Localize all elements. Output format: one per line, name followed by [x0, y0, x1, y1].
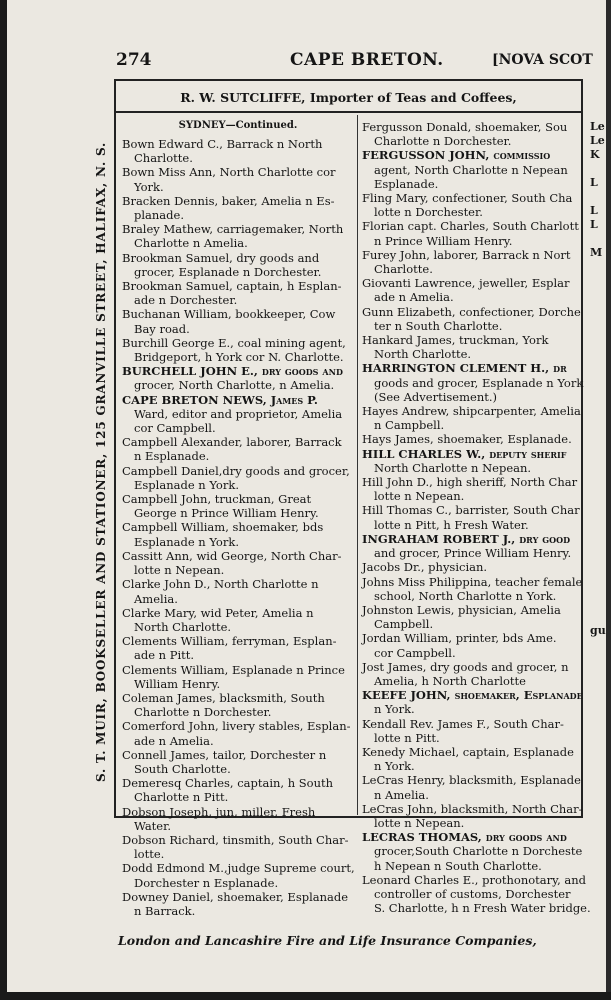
entry-name-line: Fling Mary, confectioner, South Cha	[362, 191, 573, 206]
margin-fragment: M	[590, 246, 603, 259]
entry-name-line: Furey John, laborer, Barrack n Nort	[362, 247, 571, 262]
entry-continuation-line: Ward, editor and proprietor, Amelia	[134, 406, 343, 421]
top-advertisement: R. W. SUTCLIFFE, Importer of Teas and Coffees,	[116, 83, 581, 113]
margin-fragment	[590, 400, 606, 414]
running-title: CAPE BRETON.	[290, 50, 444, 70]
entry-continuation-line: Bridgeport, h York cor N. Charlotte.	[134, 350, 344, 365]
running-title-right: [NOVA SCOT	[492, 52, 593, 68]
entry-name-line: CAPE BRETON NEWS, James P.	[122, 392, 318, 407]
entry-name-line: Campbell William, shoemaker, bds	[122, 520, 324, 535]
entry-continuation-line: grocer, Esplanade n Dorchester.	[134, 264, 322, 279]
margin-fragment	[590, 554, 606, 568]
directory-entry	[122, 549, 354, 577]
margin-fragment	[590, 498, 606, 512]
entry-name-line: Bown Miss Ann, North Charlotte cor	[122, 165, 336, 180]
directory-entry	[122, 691, 354, 719]
entry-continuation-line: S. Charlotte, h n Fresh Water bridge.	[374, 901, 591, 916]
margin-fragment	[590, 512, 606, 526]
entry-continuation-line: York.	[134, 179, 164, 194]
entry-continuation-line: Charlotte n Dorchester.	[374, 134, 512, 149]
directory-entry	[122, 748, 354, 776]
directory-entry	[122, 833, 354, 861]
directory-entry	[122, 776, 354, 804]
entry-continuation-line: grocer, North Charlotte, n Amelia.	[134, 378, 335, 393]
entry-name-line: HARRINGTON CLEMENT H., dr	[362, 361, 567, 376]
entry-continuation-line: George n Prince William Henry.	[134, 506, 319, 521]
entry-continuation-line: Dorchester n Esplanade.	[134, 875, 279, 890]
entry-continuation-line: Charlotte n Pitt.	[134, 790, 229, 805]
entry-continuation-line: Charlotte.	[374, 262, 433, 277]
margin-fragment	[590, 596, 606, 610]
entry-continuation-line: North Charlotte.	[374, 347, 472, 362]
directory-entry	[122, 577, 354, 605]
entry-continuation-line: lotte.	[134, 847, 165, 862]
directory-entry	[362, 688, 583, 717]
directory-entry	[362, 830, 583, 873]
entry-name-line: Hayes Andrew, shipcarpenter, Amelia	[362, 404, 581, 419]
bottom-advertisement: London and Lancashire Fire and Life Insurance Companies,	[118, 933, 537, 948]
entry-continuation-line: lotte n Nepean.	[134, 563, 225, 578]
entry-name-line: Gunn Elizabeth, confectioner, Dorche	[362, 304, 581, 319]
section-heading: SYDNEY—Continued.	[178, 120, 298, 131]
entry-name-line: Jordan William, printer, bds Ame.	[362, 631, 557, 646]
margin-fragment: L	[590, 218, 598, 231]
entry-name-line: Jacobs Dr., physician.	[362, 560, 488, 575]
margin-fragment	[590, 190, 606, 204]
entry-continuation-line: school, North Charlotte n York.	[374, 588, 557, 603]
entry-continuation-line: Esplanade n York.	[134, 534, 239, 549]
margin-fragment	[590, 526, 606, 540]
directory-entry	[122, 805, 354, 833]
entry-continuation-line: ade n Dorchester.	[134, 293, 238, 308]
entry-name-line: Bracken Dennis, baker, Amelia n Es-	[122, 193, 335, 208]
margin-fragment	[590, 232, 606, 246]
entry-name-line: LeCras John, blacksmith, North Char-	[362, 801, 583, 816]
entry-continuation-line: cor Campbell.	[374, 645, 456, 660]
entry-name-line: Dobson Joseph, jun, miller, Fresh	[122, 804, 316, 819]
directory-entry	[122, 222, 354, 250]
entry-name-line: LeCras Henry, blacksmith, Esplanade	[362, 773, 581, 788]
directory-entry	[362, 872, 591, 916]
margin-fragment	[590, 414, 606, 428]
directory-entry	[362, 219, 580, 247]
directory-entry	[362, 532, 580, 560]
entry-continuation-line: h Nepean n South Charlotte.	[374, 858, 542, 873]
entry-name-line: Connell James, tailor, Dorchester n	[122, 747, 327, 762]
entry-continuation-line: cor Campbell.	[134, 421, 216, 436]
entry-name-line: HILL CHARLES W., deputy sherif	[362, 446, 567, 461]
directory-entry	[122, 464, 354, 492]
directory-entry	[362, 745, 580, 773]
entry-name-line: Kenedy Michael, captain, Esplanade	[362, 744, 574, 759]
entry-name-line: Coleman James, blacksmith, South	[122, 690, 325, 705]
entry-name-line: BURCHELL JOHN E., dry goods and	[122, 364, 343, 379]
entry-name-line: LECRAS THOMAS, dry goods and	[362, 830, 567, 845]
margin-fragment	[590, 610, 606, 624]
margin-fragment: Le	[590, 134, 605, 147]
entry-name-line: Buchanan William, bookkeeper, Cow	[122, 307, 336, 322]
entry-continuation-line: Esplanade n York.	[134, 477, 239, 492]
directory-entry	[362, 773, 580, 801]
entry-continuation-line: controller of customs, Dorchester	[374, 886, 571, 901]
margin-fragment: K	[590, 148, 600, 161]
entry-name-line: FERGUSSON JOHN, commissio	[362, 148, 551, 163]
entry-name-line: Florian capt. Charles, South Charlott	[362, 219, 579, 234]
entry-name-line: Kendall Rev. James F., South Char-	[362, 716, 564, 731]
entry-name-line: Burchill George E., coal mining agent,	[122, 335, 346, 350]
directory-entry	[122, 435, 354, 463]
margin-fragment	[590, 442, 606, 456]
directory-entry	[362, 148, 580, 191]
right-column	[362, 120, 591, 916]
entry-continuation-line: South Charlotte.	[134, 761, 231, 776]
directory-entry	[122, 719, 354, 747]
directory-entry	[362, 361, 584, 404]
scan-edge-right	[606, 0, 611, 1000]
margin-fragment	[590, 344, 606, 358]
entry-name-line: Clarke Mary, wid Peter, Amelia n	[122, 605, 314, 620]
entry-name-line: Comerford John, livery stables, Esplan-	[122, 719, 351, 734]
entry-name-line: Brookman Samuel, dry goods and	[122, 250, 320, 265]
entry-name-line: Leonard Charles E., prothonotary, and	[362, 872, 587, 887]
directory-entry	[122, 520, 354, 548]
directory-entry	[362, 574, 583, 603]
entry-name-line: Campbell Alexander, laborer, Barrack	[122, 435, 342, 450]
directory-entry	[122, 663, 354, 691]
directory-entry	[362, 333, 580, 361]
entry-continuation-line: Amelia.	[134, 591, 178, 606]
margin-fragment: Le	[590, 120, 605, 133]
entry-continuation-line: goods and grocer, Esplanade n York	[374, 375, 584, 390]
page-number: 274	[116, 50, 152, 70]
margin-fragment	[590, 484, 606, 498]
margin-fragment	[590, 372, 606, 386]
right-entries	[362, 120, 591, 916]
entry-continuation-line: n York.	[374, 759, 415, 774]
entry-continuation-line: (See Advertisement.)	[374, 389, 497, 404]
directory-entry	[362, 631, 580, 659]
entry-continuation-line: lotte n Dorchester.	[374, 205, 483, 220]
margin-fragment	[590, 162, 606, 176]
entry-continuation-line: ade n Pitt.	[134, 648, 195, 663]
directory-entry	[362, 801, 583, 830]
directory-entry	[362, 305, 580, 333]
entry-name-line: Hill Thomas C., barrister, South Char	[362, 503, 580, 518]
margin-fragment: gu	[590, 624, 606, 637]
margin-fragment	[590, 358, 606, 372]
entry-continuation-line: Amelia, h North Charlotte	[374, 673, 526, 688]
margin-fragment	[590, 386, 606, 400]
entry-continuation-line: William Henry.	[134, 676, 221, 691]
entry-continuation-line: planade.	[134, 208, 184, 223]
entry-continuation-line: Bay road.	[134, 321, 190, 336]
margin-fragment	[590, 288, 606, 302]
directory-entry	[362, 660, 580, 688]
entry-name-line: INGRAHAM ROBERT J., dry good	[362, 531, 571, 546]
entry-continuation-line: Charlotte n Dorchester.	[134, 705, 272, 720]
directory-entry	[362, 404, 580, 432]
entry-continuation-line: Esplanade.	[374, 176, 439, 191]
entry-continuation-line: ade n Amelia.	[134, 733, 214, 748]
directory-entry	[122, 307, 354, 335]
entry-name-line: Johns Miss Philippina, teacher female	[362, 574, 583, 589]
directory-entry	[122, 890, 354, 918]
entry-continuation-line: ade n Amelia.	[374, 290, 454, 305]
entry-name-line: Brookman Samuel, captain, h Esplan-	[122, 279, 342, 294]
entry-continuation-line: lotte n Pitt, h Fresh Water.	[374, 517, 529, 532]
entry-name-line: Hankard James, truckman, York	[362, 333, 549, 348]
entry-name-line: Braley Mathew, carriagemaker, North	[122, 222, 344, 237]
entry-name-line: KEEFE JOHN, shoemaker, Esplanade	[362, 688, 583, 703]
cropped-margin-text	[590, 120, 606, 638]
directory-entry	[362, 447, 580, 475]
directory-entry	[122, 861, 354, 889]
entry-continuation-line: n Campbell.	[374, 418, 445, 433]
entry-name-line: Giovanti Lawrence, jeweller, Esplar	[362, 276, 570, 291]
scan-edge-left	[0, 0, 7, 1000]
entry-name-line: Hays James, shoemaker, Esplanade.	[362, 432, 572, 447]
directory-entry	[122, 336, 354, 364]
entry-continuation-line: lotte n Nepean.	[374, 815, 465, 830]
directory-entry	[362, 248, 580, 276]
entry-continuation-line: n York.	[374, 702, 415, 717]
directory-entry	[362, 560, 580, 574]
directory-entry	[122, 165, 354, 193]
directory-entry	[362, 503, 580, 531]
directory-entry	[362, 276, 580, 304]
scan-edge-bottom	[0, 992, 611, 1000]
directory-entry	[122, 492, 354, 520]
entry-continuation-line: Charlotte.	[134, 151, 193, 166]
entry-continuation-line: North Charlotte n Nepean.	[374, 460, 532, 475]
margin-fragment: L	[590, 204, 598, 217]
entry-name-line: Johnston Lewis, physician, Amelia	[362, 602, 561, 617]
entry-name-line: Bown Edward C., Barrack n North	[122, 137, 323, 151]
directory-entry	[362, 191, 580, 219]
margin-fragment	[590, 260, 606, 274]
margin-fragment	[590, 316, 606, 330]
side-advertisement: S. T. MUIR, BOOKSELLER AND STATIONER, 125 GRANVILLE STREET, HALIFAX, N. S.	[94, 142, 108, 782]
directory-entry	[362, 603, 580, 631]
entry-name-line: Clarke John D., North Charlotte n	[122, 577, 319, 592]
entry-continuation-line: n Prince William Henry.	[374, 233, 513, 248]
entry-continuation-line: ter n South Charlotte.	[374, 318, 503, 333]
entry-continuation-line: n Esplanade.	[134, 449, 210, 464]
left-column	[122, 120, 355, 918]
directory-entry	[122, 634, 354, 662]
entry-name-line: Demeresq Charles, captain, h South	[122, 776, 334, 791]
entry-continuation-line: and grocer, Prince William Henry.	[374, 546, 572, 561]
entry-name-line: Dobson Richard, tinsmith, South Char-	[122, 832, 349, 847]
entry-continuation-line: n Barrack.	[134, 903, 196, 918]
entry-name-line: Cassitt Ann, wid George, North Char-	[122, 548, 342, 563]
directory-entry	[122, 606, 354, 634]
entry-name-line: Hill John D., high sheriff, North Char	[362, 475, 578, 490]
entry-continuation-line: lotte n Nepean.	[374, 489, 465, 504]
directory-entry	[362, 120, 580, 148]
margin-fragment: L	[590, 176, 598, 189]
entry-continuation-line: Campbell.	[374, 617, 434, 632]
entry-continuation-line: n Amelia.	[374, 787, 429, 802]
margin-fragment	[590, 428, 606, 442]
margin-fragment	[590, 568, 606, 582]
entry-continuation-line: Water.	[134, 818, 171, 833]
directory-entry	[122, 393, 354, 436]
entry-name-line: Clements William, Esplanade n Prince	[122, 662, 345, 677]
left-entries	[122, 137, 354, 918]
entry-name-line: Campbell Daniel,dry goods and grocer,	[122, 463, 350, 478]
entry-continuation-line: Charlotte n Amelia.	[134, 236, 248, 251]
entry-continuation-line: lotte n Pitt.	[374, 730, 440, 745]
entry-continuation-line: grocer,South Charlotte n Dorcheste	[374, 844, 583, 859]
entry-name-line: Dodd Edmond M.,judge Supreme court,	[122, 861, 355, 876]
directory-entry	[122, 364, 354, 392]
margin-fragment	[590, 302, 606, 316]
directory-entry	[122, 279, 354, 307]
directory-entry	[122, 194, 354, 222]
entry-name-line: Campbell John, truckman, Great	[122, 492, 312, 507]
margin-fragment	[590, 582, 606, 596]
entry-name-line: Clements William, ferryman, Esplan-	[122, 634, 337, 649]
column-divider	[357, 115, 358, 815]
margin-fragment	[590, 470, 606, 484]
directory-entry	[362, 717, 580, 745]
entry-name-line: Fergusson Donald, shoemaker, Sou	[362, 120, 568, 134]
entry-name-line: Downey Daniel, shoemaker, Esplanade	[122, 889, 349, 904]
directory-entry	[122, 137, 354, 165]
entry-name-line: Jost James, dry goods and grocer, n	[362, 659, 569, 674]
margin-fragment	[590, 540, 606, 554]
entry-continuation-line: North Charlotte.	[134, 619, 232, 634]
directory-entry	[362, 432, 580, 446]
margin-fragment	[590, 456, 606, 470]
directory-entry	[122, 251, 354, 279]
margin-fragment	[590, 274, 606, 288]
margin-fragment	[590, 330, 606, 344]
entry-continuation-line: agent, North Charlotte n Nepean	[374, 162, 568, 177]
directory-entry	[362, 475, 580, 503]
